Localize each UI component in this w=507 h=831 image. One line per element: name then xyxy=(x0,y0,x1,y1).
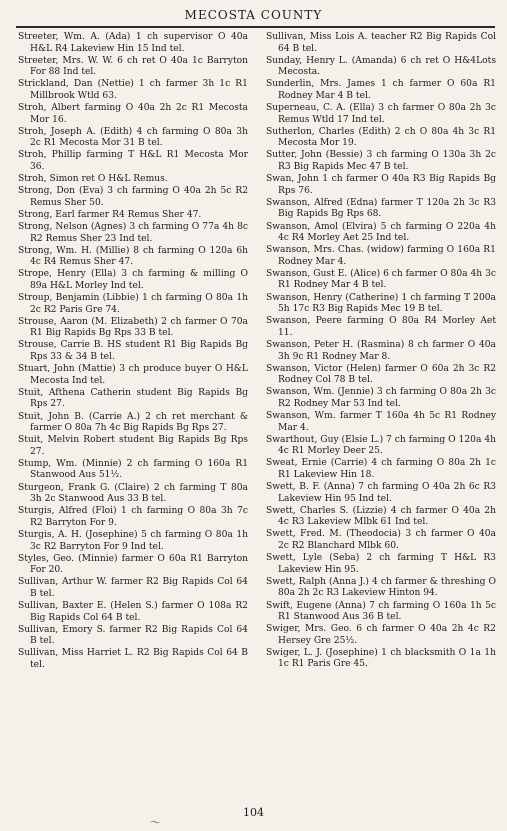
directory-entry: Swiger, Mrs. Geo. 6 ch farmer O 40a 2h 4c R2 Hersey Gre 25½. xyxy=(266,624,496,646)
directory-entry: Swett, Charles S. (Lizzie) 4 ch farmer O 40a 2h 4c R3 Lakeview Mlbk 61 Ind tel. xyxy=(266,505,496,528)
directory-entry: Stroh, Phillip farming T H&L R1 Mecosta Mor 36. xyxy=(18,150,248,173)
directory-entry: Strong, Don (Eva) 3 ch farming O 40a 2h 5c R2 Remus Sher 50. xyxy=(18,186,248,208)
directory-entry: Swanson, Peere farming O 80a R4 Morley Aet 11. xyxy=(266,316,496,338)
directory-entry: Swanson, Amol (Elvira) 5 ch farming O 220a 4h 4c R4 Morley Aet 25 Ind tel. xyxy=(266,221,496,244)
directory-entry: Superneau, C. A. (Ella) 3 ch farmer O 80a 2h 3c Remus Wtld 17 Ind tel. xyxy=(266,103,496,125)
directory-entry: Styles, Geo. (Minnie) farmer O 60a R1 Barryton For 20. xyxy=(18,553,248,576)
directory-entry: Swanson, Mrs. Chas. (widow) farming O 160a R1 Rodney Mar 4. xyxy=(266,245,496,267)
directory-entry: Sullivan, Arthur W. farmer R2 Big Rapids Col 64 B tel. xyxy=(18,577,248,599)
directory-entry: Sweat, Ernie (Carrie) 4 ch farming O 80a 2h 1c R1 Lakeview Hin 18. xyxy=(266,458,496,480)
directory-entry: Strong, Earl farmer R4 Remus Sher 47. xyxy=(18,209,202,220)
directory-entry: Swett, Fred. M. (Theodocia) 3 ch farmer O 40a 2c R2 Blanchard Mlbk 60. xyxy=(266,529,496,552)
directory-entry: Strope, Henry (Ella) 3 ch farming & milling O 89a H&L Morley Ind tel. xyxy=(18,269,248,291)
directory-entry: Sunderlin, Mrs. James 1 ch farmer O 60a R1 Rodney Mar 4 B tel. xyxy=(266,79,496,101)
directory-entry: Swanson, Alfred (Edna) farmer T 120a 2h 3c R3 Big Rapids Bg Rps 68. xyxy=(266,197,496,220)
directory-entry: Swiger, L. J. (Josephine) 1 ch blacksmith O 1a 1h 1c R1 Paris Gre 45. xyxy=(266,647,496,670)
directory-entry: Streeter, Mrs. W. W. 6 ch ret O 40a 1c Barryton For 88 Ind tel. xyxy=(18,55,248,78)
directory-entry: Swanson, Henry (Catherine) 1 ch farming T 200a 5h 17c R3 Big Rapids Mec 19 B tel. xyxy=(266,292,496,315)
directory-entry: Strouse, Aaron (M. Elizabeth) 2 ch farmer O 70a R1 Big Rapids Bg Rps 33 B tel. xyxy=(18,316,248,339)
page-number: 104 xyxy=(243,806,264,819)
directory-entry: Sutherlon, Charles (Edith) 2 ch O 80a 4h 3c R1 Mecosta Mor 19. xyxy=(266,126,496,149)
directory-entry: Strong, Wm. H. (Millie) 8 ch farming O 120a 6h 4c R4 Remus Sher 47. xyxy=(18,245,248,268)
directory-entry: Swanson, Wm. (Jennie) 3 ch farming O 80a 2h 3c R2 Rodney Mar 53 Ind tel. xyxy=(266,387,496,409)
directory-entry: Strouse, Carrie B. HS student R1 Big Rapids Bg Rps 33 & 34 B tel. xyxy=(18,340,248,363)
directory-entry: Swett, Lyle (Seba) 2 ch farming T H&L R3 Lakeview Hin 95. xyxy=(266,553,496,575)
directory-entry: Strong, Nelson (Agnes) 3 ch farming O 77a 4h 8c R2 Remus Sher 23 Ind tel. xyxy=(18,222,248,244)
directory-entry: Swett, B. F. (Anna) 7 ch farming O 40a 2h 6c R3 Lakeview Hin 95 Ind tel. xyxy=(266,482,496,504)
page-header: MECOSTA COUNTY xyxy=(184,8,323,22)
directory-entry: Streeter, Wm. A. (Ada) 1 ch supervisor O 40a H&L R4 Lakeview Hin 15 Ind tel. xyxy=(18,32,248,54)
directory-entry: Stroup, Benjamin (Libbie) 1 ch farming O 80a 1h 2c R2 Paris Gre 74. xyxy=(18,293,248,315)
directory-entry: Sullivan, Miss Harriet L. R2 Big Rapids Col 64 B tel. xyxy=(18,648,248,670)
directory-entry: Sturgis, Alfred (Floi) 1 ch farming O 80a 3h 7c R2 Barryton For 9. xyxy=(18,506,248,528)
directory-entry: Stuit, Afthena Catherin student Big Rapids Bg Rps 27. xyxy=(18,387,248,410)
directory-entry: Sturgis, A. H. (Josephine) 5 ch farming O 80a 1h 3c R2 Barryton For 9 Ind tel. xyxy=(18,529,248,552)
directory-entry: Stump, Wm. (Minnie) 2 ch farming O 160a R1 Stanwood Aus 51½. xyxy=(18,458,248,481)
directory-entry: Stroh, Albert farming O 40a 2h 2c R1 Mecosta Mor 16. xyxy=(18,103,248,125)
directory-entry: Swanson, Victor (Helen) farmer O 60a 2h 3c R2 Rodney Col 78 B tel. xyxy=(266,363,496,386)
directory-entry: Sullivan, Emory S. farmer R2 Big Rapids Col 64 B tel. xyxy=(18,624,248,647)
directory-entry: Swanson, Peter H. (Rasmina) 8 ch farmer O 40a 3h 9c R1 Rodney Mar 8. xyxy=(266,339,496,362)
directory-entry: Strickland, Dan (Nettie) 1 ch farmer 3h 1c R1 Millbrook Wtld 63. xyxy=(18,79,248,101)
directory-entry: Swett, Ralph (Anna J.) 4 ch farmer & threshing O 80a 2h 2c R3 Lakeview Hinton 94. xyxy=(266,576,496,599)
directory-entry: Sunday, Henry L. (Amanda) 6 ch ret O H&4Lots Mecosta. xyxy=(266,55,496,78)
pen-mark: 〜 xyxy=(150,816,161,829)
directory-entry: Swarthout, Guy (Elsie L.) 7 ch farming O 120a 4h 4c R1 Morley Deer 25. xyxy=(266,434,496,457)
directory-entry: Stroh, Joseph A. (Edith) 4 ch farming O 80a 3h 2c R1 Mecosta Mor 31 B tel. xyxy=(18,126,248,149)
directory-entry: Swift, Eugene (Anna) 7 ch farming O 160a 1h 5c R1 Stanwood Aus 36 B tel. xyxy=(266,600,496,623)
directory-entry: Stuit, John B. (Carrie A.) 2 ch ret merchant & farmer O 80a 7h 4c Big Rapids Bg Rps 27. xyxy=(18,411,248,434)
directory-entry: Swanson, Gust E. (Alice) 6 ch farmer O 80a 4h 3c R1 Rodney Mar 4 B tel. xyxy=(266,268,496,291)
directory-entry: Stuit, Melvin Robert student Big Rapids Bg Rps 27. xyxy=(18,435,248,457)
directory-entry: Stroh, Simon ret O H&L Remus. xyxy=(18,174,168,185)
directory-entry: Sturgeon, Frank G. (Claire) 2 ch farming T 80a 3h 2c Stanwood Aus 33 B tel. xyxy=(18,482,248,505)
directory-entry: Swan, John 1 ch farmer O 40a R3 Big Rapids Bg Rps 76. xyxy=(266,174,496,196)
directory-entry: Sullivan, Miss Lois A. teacher R2 Big Rapids Col 64 B tel. xyxy=(266,32,496,54)
header-rule xyxy=(16,26,495,28)
directory-entry: Sullivan, Baxter E. (Helen S.) farmer O 108a R2 Big Rapids Col 64 B tel. xyxy=(18,601,248,623)
directory-entry: Sutter, John (Bessie) 3 ch farming O 130a 3h 2c R3 Big Rapids Mec 47 B tel. xyxy=(266,150,496,173)
directory-entry: Swanson, Wm. farmer T 160a 4h 5c R1 Rodney Mar 4. xyxy=(266,411,496,433)
directory-entry: Stuart, John (Mattie) 3 ch produce buyer O H&L Mecosta Ind tel. xyxy=(18,364,248,386)
right-column xyxy=(266,32,496,672)
left-column xyxy=(18,32,248,672)
